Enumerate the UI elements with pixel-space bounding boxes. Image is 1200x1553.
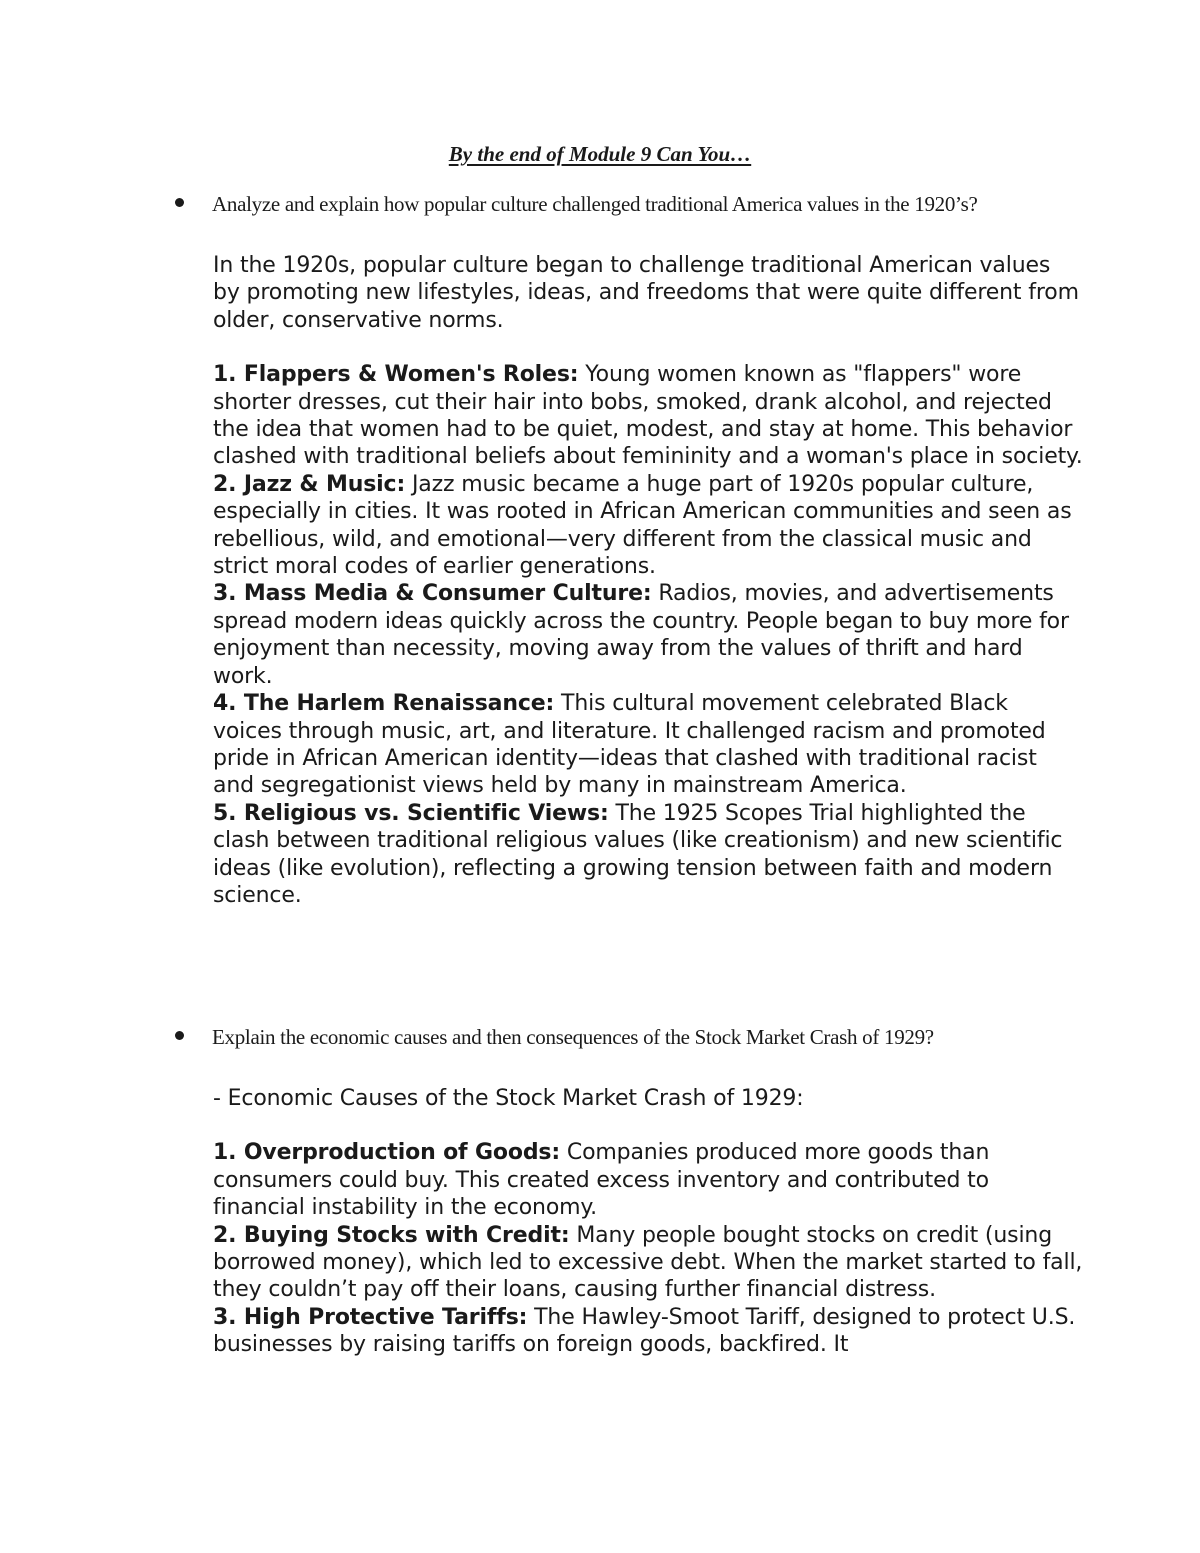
- paragraph-gap: [213, 334, 1083, 361]
- question-text: Analyze and explain how popular culture challenged traditional America values in the 1920’s?: [212, 192, 978, 216]
- point-text: Companies produced more goods than consumers could buy. This created excess inventory and contributed to financial instability in the economy.: [213, 1140, 990, 1221]
- point-label: 5. Religious vs. Scientific Views:: [213, 800, 609, 826]
- point-text: Many people bought stocks on credit (using borrowed money), which led to excessive debt. When the market started to fall, they couldn’t pay off their loans, causing further financial distress.: [213, 1222, 1083, 1303]
- list-item: [213, 800, 1083, 910]
- point-label: 1. Flappers & Women's Roles:: [213, 362, 579, 388]
- point-label: 2. Jazz & Music:: [213, 471, 406, 497]
- document-title: By the end of Module 9 Can You…: [448, 142, 752, 166]
- bullet-icon: [175, 1031, 184, 1040]
- answer-intro: In the 1920s, popular culture began to challenge traditional American values by promoting new lifestyles, ideas, and freedoms that were quite different from older, conservative norms.: [213, 253, 1079, 333]
- point-text: Radios, movies, and advertisements spread modern ideas quickly across the country. People began to buy more for enjoyment than necessity, moving away from the values of thrift and hard work.: [213, 581, 1069, 689]
- list-item: [213, 361, 1083, 471]
- bullet-icon: [175, 198, 184, 207]
- point-text: Young women known as "flappers" wore shorter dresses, cut their hair into bobs, smoked, drank alcohol, and rejected the idea that women had to be quiet, modest, and stay at home. This behavior clashed with traditional beliefs about femininity and a woman's place in society.: [213, 362, 1083, 470]
- answer-intro: - Economic Causes of the Stock Market Crash of 1929:: [213, 1086, 804, 1111]
- point-label: 3. Mass Media & Consumer Culture:: [213, 581, 652, 607]
- point-text: The 1925 Scopes Trial highlighted the clash between traditional religious values (like creationism) and new scientific ideas (like evolution), reflecting a growing tension between faith and modern science.: [213, 800, 1063, 908]
- list-item: [213, 1139, 1083, 1221]
- point-label: 2. Buying Stocks with Credit:: [213, 1222, 570, 1248]
- paragraph-gap: [213, 1112, 1083, 1139]
- list-item: [213, 580, 1083, 690]
- answer-block: [213, 1085, 1083, 1359]
- point-label: 1. Overproduction of Goods:: [213, 1140, 561, 1166]
- point-label: 3. High Protective Tariffs:: [213, 1304, 528, 1330]
- list-item: [213, 1222, 1083, 1304]
- list-item: [213, 471, 1083, 581]
- point-label: 4. The Harlem Renaissance:: [213, 691, 555, 717]
- list-item: [213, 1304, 1083, 1359]
- point-text: Jazz music became a huge part of 1920s popular culture, especially in cities. It was rooted in African American communities and seen as rebellious, wild, and emotional—very different from the classical music and strict moral codes of earlier generations.: [213, 471, 1072, 580]
- list-item: [213, 690, 1083, 800]
- point-text: This cultural movement celebrated Black voices through music, art, and literature. It challenged racism and promoted pride in African American identity—ideas that clashed with traditional racist and segregationist views held by many in mainstream America.: [213, 691, 1046, 799]
- answer-block: [213, 252, 1083, 909]
- question-text: Explain the economic causes and then consequences of the Stock Market Crash of 1929?: [212, 1025, 934, 1049]
- answer-points-list: [213, 1139, 1083, 1358]
- answer-points-list: [213, 361, 1083, 909]
- point-text: The Hawley-Smoot Tariff, designed to protect U.S. businesses by raising tariffs on foreign goods, backfired. It: [213, 1304, 1076, 1358]
